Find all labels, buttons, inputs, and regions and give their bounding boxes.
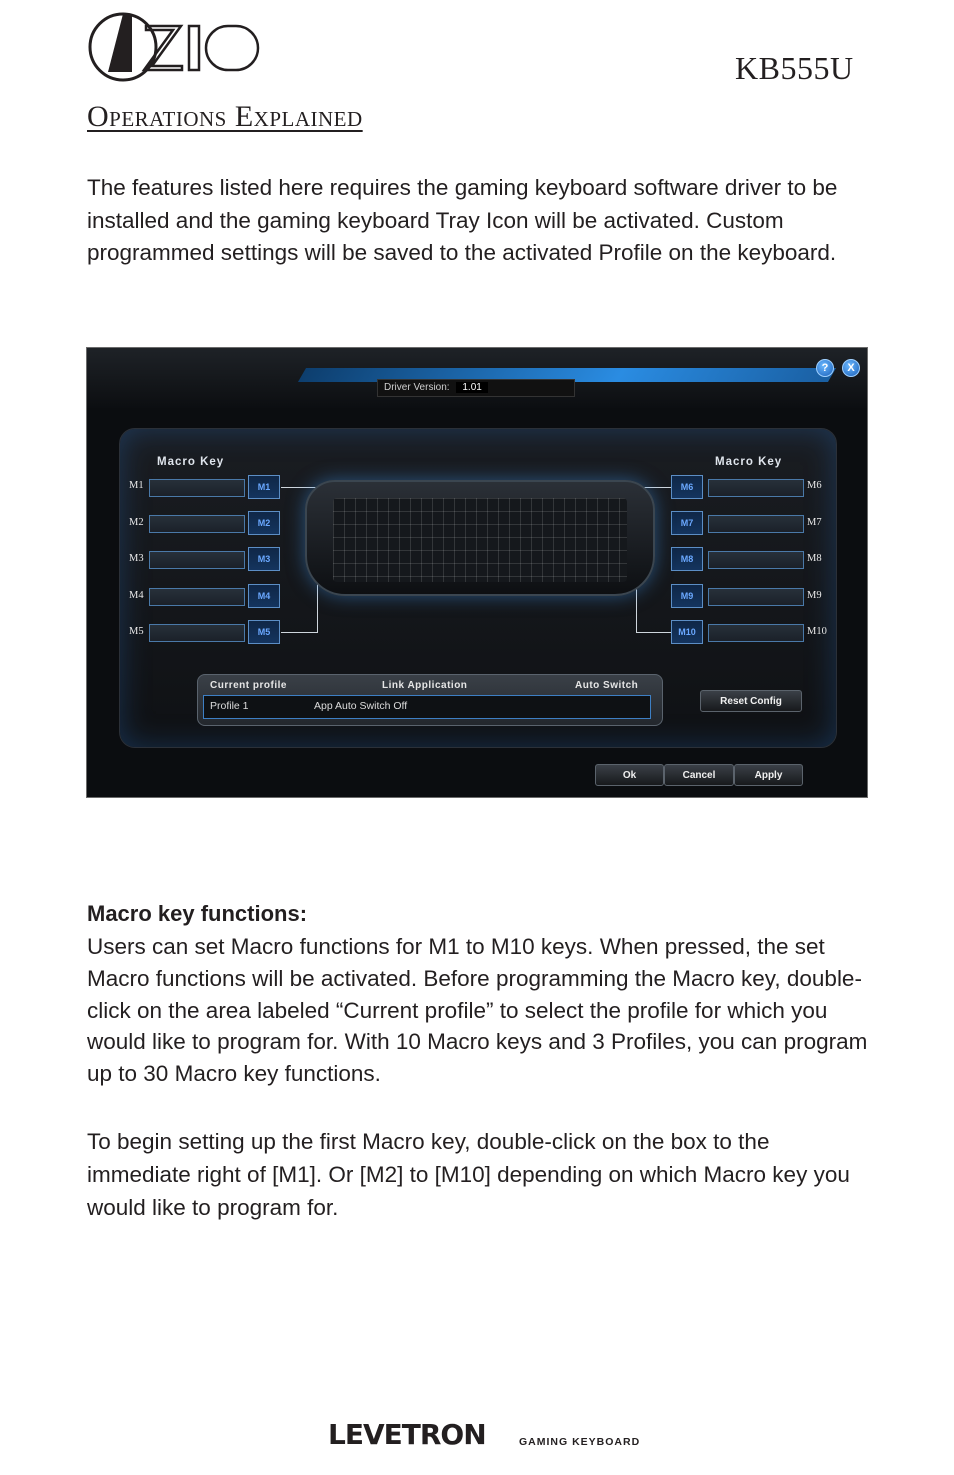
close-icon[interactable]: X	[842, 359, 860, 377]
macro-button-m7[interactable]: M7	[671, 511, 703, 535]
macro-paragraph-1: Users can set Macro functions for M1 to M10 keys. When pressed, the set Macro functions will be activated. Before programming the Macro key, double-click on the area labeled “Current profile” to select the profile for which you would like to program for. With 10 Macro keys and 3 Profiles, you can program up to 30 Macro key functions.	[87, 934, 868, 1087]
macro-button-m8[interactable]: M8	[671, 547, 703, 571]
macro-button-m2[interactable]: M2	[248, 511, 280, 535]
macro-heading: Macro key functions:	[87, 901, 308, 926]
right-macro-title: Macro Key	[715, 456, 783, 468]
macro-label-m2: M2	[129, 517, 144, 528]
left-macro-title: Macro Key	[157, 456, 225, 468]
azio-logo	[86, 8, 262, 86]
macro-button-m3[interactable]: M3	[248, 547, 280, 571]
driver-screenshot	[86, 347, 868, 798]
macro-label-m6: M6	[807, 480, 822, 491]
keyboard-image	[305, 480, 655, 596]
current-profile-row[interactable]	[203, 695, 651, 719]
auto-switch-header: Auto Switch	[575, 680, 639, 691]
keyboard-keys	[333, 498, 627, 582]
macro-label-m5: M5	[129, 626, 144, 637]
macro-button-m6[interactable]: M6	[671, 475, 703, 499]
help-icon[interactable]: ?	[816, 359, 834, 377]
auto-switch-value: App Auto Switch Off	[314, 700, 408, 712]
link-application-header: Link Application	[382, 680, 468, 691]
macro-label-m4: M4	[129, 590, 144, 601]
macro-field-m10[interactable]	[708, 624, 804, 642]
macro-field-m5[interactable]	[149, 624, 245, 642]
macro-field-m3[interactable]	[149, 551, 245, 569]
macro-button-m10[interactable]: M10	[671, 620, 703, 644]
reset-config-button[interactable]: Reset Config	[700, 690, 802, 712]
current-profile-value: Profile 1	[210, 700, 249, 712]
macro-field-m6[interactable]	[708, 479, 804, 497]
intro-paragraph: The features listed here requires the gaming keyboard software driver to be installed and the gaming keyboard Tray Icon will be activated. Custom programmed settings will be saved to the activated Profile on the keyboard.	[87, 175, 838, 265]
macro-field-m7[interactable]	[708, 515, 804, 533]
macro-field-m9[interactable]	[708, 588, 804, 606]
macro-paragraph-2: To begin setting up the first Macro key, double-click on the box to the immediate right of [M1]. Or [M2] to [M10] depending on which Macro key you would like to program for.	[87, 1129, 850, 1220]
driver-version	[377, 379, 575, 397]
footer-brand	[328, 1418, 648, 1454]
brand-logo-text: LEVETRON	[328, 1418, 486, 1451]
driver-version-value: 1.01	[456, 382, 487, 393]
macro-button-m5[interactable]: M5	[248, 620, 280, 644]
macro-button-m1[interactable]: M1	[248, 475, 280, 499]
macro-label-m9: M9	[807, 590, 822, 601]
macro-label-m7: M7	[807, 517, 822, 528]
macro-field-m8[interactable]	[708, 551, 804, 569]
macro-label-m3: M3	[129, 553, 144, 564]
macro-field-m2[interactable]	[149, 515, 245, 533]
macro-label-m8: M8	[807, 553, 822, 564]
macro-button-m4[interactable]: M4	[248, 584, 280, 608]
macro-label-m10: M10	[807, 626, 827, 637]
ok-button[interactable]: Ok	[595, 764, 664, 786]
section-title: Operations Explained	[87, 100, 363, 133]
macro-field-m1[interactable]	[149, 479, 245, 497]
cancel-button[interactable]: Cancel	[664, 764, 734, 786]
model-number: KB555U	[735, 50, 854, 86]
macro-label-m1: M1	[129, 480, 144, 491]
macro-button-m9[interactable]: M9	[671, 584, 703, 608]
current-profile-header: Current profile	[210, 680, 287, 691]
apply-button[interactable]: Apply	[734, 764, 803, 786]
profile-box	[197, 674, 663, 726]
brand-subtitle: GAMING KEYBOARD	[519, 1436, 641, 1448]
macro-field-m4[interactable]	[149, 588, 245, 606]
driver-version-label: Driver Version:	[384, 382, 450, 393]
